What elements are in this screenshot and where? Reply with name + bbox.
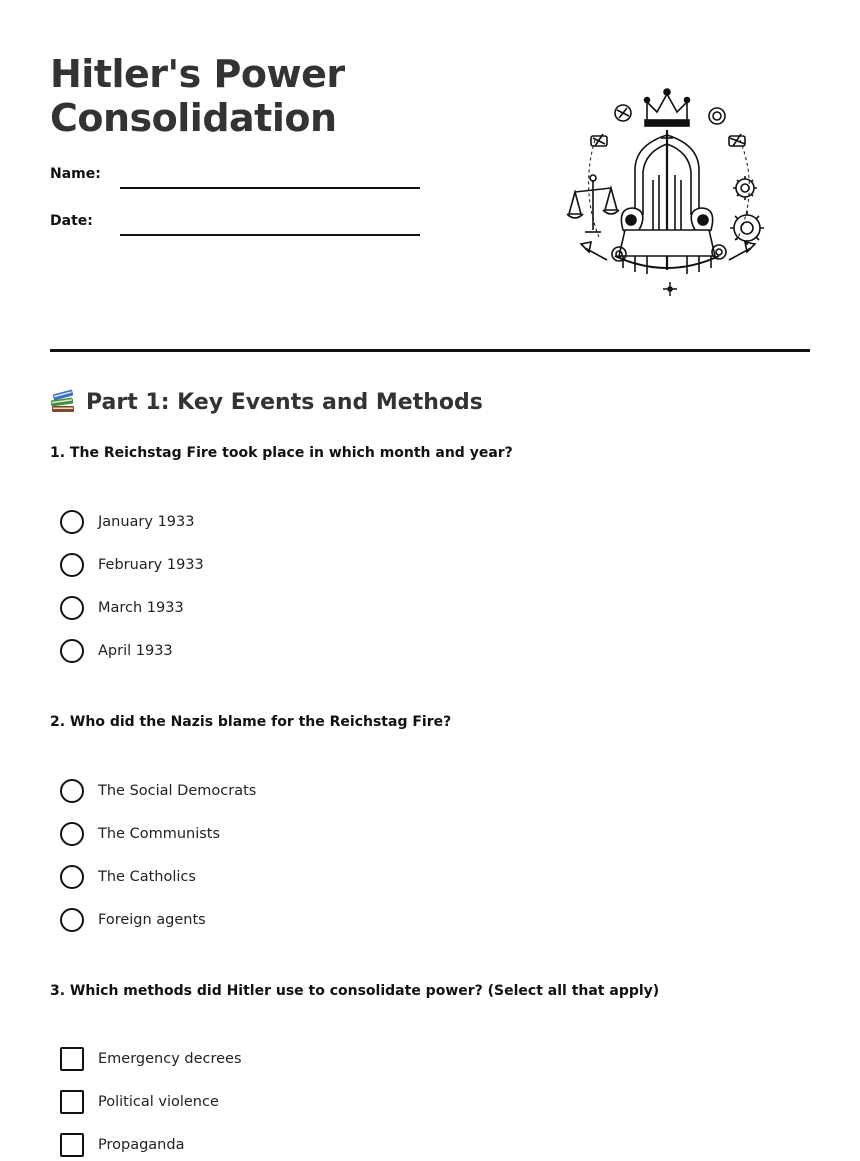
q3-option-2[interactable] [60,1089,219,1115]
q1-option-4[interactable] [60,638,173,664]
option-label: February 1933 [98,557,204,573]
q1-option-2[interactable] [60,552,204,578]
option-label: Political violence [98,1094,219,1110]
question-2: 2. Who did the Nazis blame for the Reichstag Fire? [50,714,452,730]
q1-option-1[interactable] [60,509,194,535]
header-divider [50,349,810,352]
q3-option-1[interactable] [60,1046,242,1072]
q2-option-1[interactable] [60,778,256,804]
option-label: The Catholics [98,869,196,885]
option-label: Propaganda [98,1137,185,1153]
option-label: Emergency decrees [98,1051,242,1067]
radio-button[interactable] [60,596,84,620]
worksheet-title [50,52,345,140]
section-title-text: Part 1: Key Events and Methods [86,389,483,415]
option-label: Foreign agents [98,912,206,928]
option-label: March 1933 [98,600,184,616]
option-label: April 1933 [98,643,173,659]
title-line-1: Hitler's Power [50,52,345,96]
question-1: 1. The Reichstag Fire took place in which month and year? [50,445,513,461]
checkbox[interactable] [60,1133,84,1157]
radio-button[interactable] [60,510,84,534]
name-field[interactable] [120,187,420,189]
q1-option-3[interactable] [60,595,184,621]
radio-button[interactable] [60,639,84,663]
q2-option-3[interactable] [60,864,196,890]
throne-emblem-icon [565,80,770,300]
radio-button[interactable] [60,865,84,889]
checkbox[interactable] [60,1090,84,1114]
section-title-part-1 [50,389,483,415]
q2-option-4[interactable] [60,907,206,933]
q2-option-2[interactable] [60,821,220,847]
radio-button[interactable] [60,822,84,846]
date-field[interactable] [120,234,420,236]
radio-button[interactable] [60,553,84,577]
radio-button[interactable] [60,908,84,932]
question-3: 3. Which methods did Hitler use to consolidate power? (Select all that apply) [50,983,660,999]
name-label: Name: [50,166,101,182]
q3-option-3[interactable] [60,1132,184,1158]
option-label: The Communists [98,826,221,842]
checkbox[interactable] [60,1047,84,1071]
option-label: The Social Democrats [98,783,257,799]
title-line-2: Consolidation [50,96,337,140]
option-label: January 1933 [98,514,195,530]
books-icon [50,389,76,415]
radio-button[interactable] [60,779,84,803]
date-label: Date: [50,213,93,229]
